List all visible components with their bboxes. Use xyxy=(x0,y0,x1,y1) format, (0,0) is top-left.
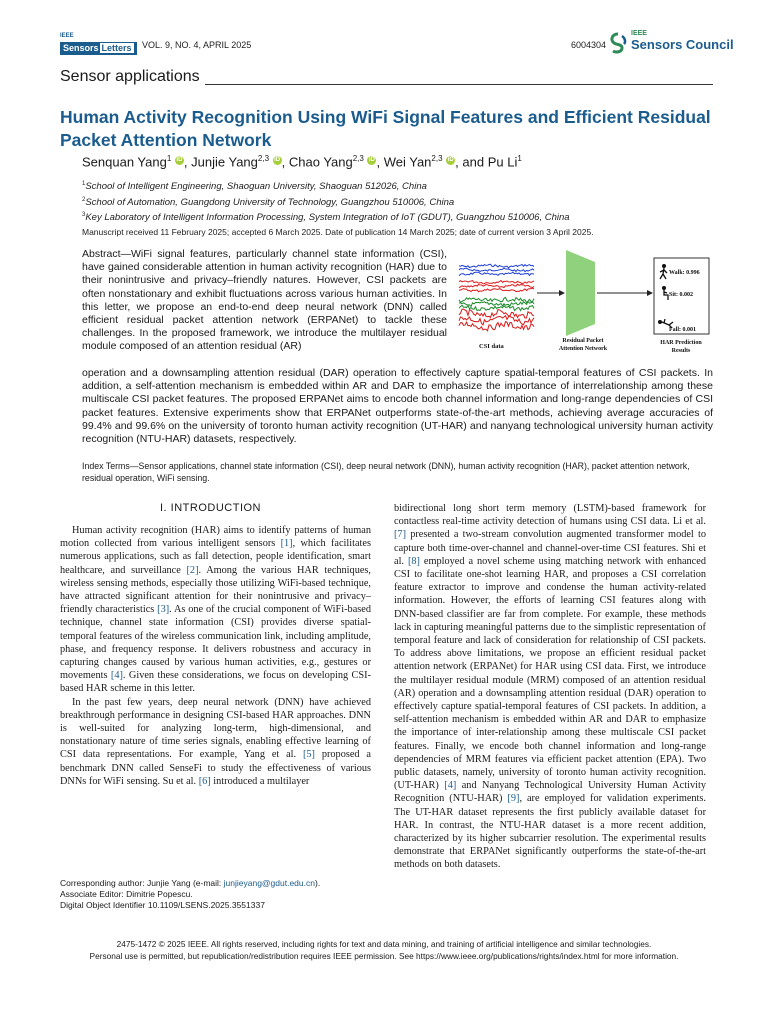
author-name: Pu Li xyxy=(487,154,518,170)
citation-link[interactable]: [4] xyxy=(444,780,457,792)
citation-link[interactable]: [5] xyxy=(302,749,315,761)
copyright-line-2: Personal use is permitted, but republication/redistribution requires IEEE permission. See https://www.ieee.org/publications/rights/index.html for more information. xyxy=(89,951,679,961)
orcid-icon[interactable]: iD xyxy=(368,157,375,164)
sit-score: Sit: 0.002 xyxy=(669,292,693,298)
csi-signal-trace xyxy=(459,268,534,272)
arrow-head-1 xyxy=(559,290,565,296)
index-terms: Index Terms—Sensor applications, channel state information (CSI), deep neural network (DNN), human activity recognition (HAR), packet attention network, residual operation, WiFi sensing. xyxy=(82,461,690,483)
copyright-line-1: 2475-1472 © 2025 IEEE. All rights reserved, including rights for text and data mining, and training of artificial intelligence and similar technologies. xyxy=(116,939,652,949)
fall-score: Fall: 0.001 xyxy=(669,327,696,333)
author-affiliation-marker: 2,3 xyxy=(431,154,443,163)
network-label-1: Residual Packet xyxy=(562,338,604,344)
author-affiliation-marker: 2,3 xyxy=(352,154,364,163)
affiliation-text: School of Automation, Guangdong University of Technology, Guangzhou 510006, China xyxy=(85,196,455,208)
csi-signal-trace xyxy=(459,272,534,276)
orcid-icon[interactable]: iD xyxy=(274,157,281,164)
paper-title: Human Activity Recognition Using WiFi Signal Features and Efficient Residual Packet Attention Network xyxy=(60,107,711,150)
affiliation-number: 3 xyxy=(82,212,86,219)
council-name: Sensors Council xyxy=(631,37,734,52)
network-trapezoid xyxy=(566,250,595,336)
author-email-link[interactable]: junjieyang@gdut.edu.cn xyxy=(223,878,315,888)
results-label-2: Results xyxy=(671,348,691,354)
journal-logo xyxy=(60,35,138,55)
csi-signal-plot xyxy=(459,264,534,331)
author-separator: , xyxy=(183,154,192,170)
sensors-council-logo xyxy=(608,30,734,56)
affiliations xyxy=(82,178,570,225)
csi-signal-trace xyxy=(459,284,534,288)
abstract-part-1: Abstract—WiFi signal features, particularly channel state information (CSI), have gained considerable attention in human activity recognition (HAR) due to their nonintrusive and privacy–friendly natures. However, CSI packets are often nonstationary and exhibit fluctuations across various human activities. In this letter, we propose an end-to-end deep neural network (DNN) called efficient residual packet attention network (ERPANet) to tackle these challenges. In the proposed framework, we introduce the multilayer residual module composed of an attention residual (AR) xyxy=(82,248,447,353)
citation-link[interactable]: [7] xyxy=(394,529,407,541)
affiliation-number: 2 xyxy=(82,196,86,203)
results-label-1: HAR Prediction xyxy=(660,340,702,346)
citation-link[interactable]: [1] xyxy=(280,538,293,550)
affiliation xyxy=(82,209,570,225)
section-rule xyxy=(205,84,713,85)
citation-link[interactable]: [8] xyxy=(407,555,420,567)
citation-link[interactable]: [4] xyxy=(110,670,123,682)
author-affiliation-marker: 1 xyxy=(166,154,172,163)
author-separator: , xyxy=(376,154,384,170)
corresponding-author: Corresponding author: Junjie Yang (e-mail: junjieyang@gdut.edu.cn). xyxy=(60,878,321,888)
footnote xyxy=(60,878,320,911)
affiliation-text: School of Intelligent Engineering, Shaoguan University, Shaoguan 512026, China xyxy=(85,181,427,193)
right-column-text xyxy=(394,502,706,872)
csi-signal-trace xyxy=(459,316,534,325)
affiliation xyxy=(82,178,570,194)
body-paragraph: bidirectional long short term memory (LSTM)-based framework for contactless real-time activity detection of humans using CSI data. Li et al. [7] presented a two-stream convolution augmented transformer model to capture both time-over-channel and channel-over-time CSI features. Shi et al. [8] employed a novel scheme using matching network with enhanced CSI to facilitate one-shot learning HAR, and proposes a CSI correlation feature extractor to improve and condense the human activity-related information. However, the efforts of learning CSI features along with DNN-based classifier are far from complete. For example, these methods lack in capturing meaningful patterns due to the simplistic representation of temporal feature and lack of consideration for relationship of CSI packets. To address above limitations, we propose an efficient residual packet attention network (ERPANet) for HAR using CSI data. First, we introduce the multilayer residual module (MRM) composed of an attention residual (AR) operation and a downsampling attention residual (DAR) operation to effectively capture spatial-temporal features of CSI packets. In addition, a self-attention mechanism is embedded within AR and DAR to emphasize the importance of inter-relationship among these multiscale CSI packet features. Finally, we encode both channel information and long-range dependencies of MRM features via efficient packet attention (EPA). Two public datasets, namely, university of toronto human activity recognition. (UT-HAR) [4] and Nanyang Technological University Human Activity Recognition (NTU-HAR) [9], are employed for validation experiments. The UT-HAR dataset represents the first publicly available dataset for HAR. In contrast, the NTU-HAR dataset is a more recent addition, characterized by its higher subcarrier resolution. The experimental results demonstrate that ERPANet significantly outperforms the state-of-the-art methods on both datasets. xyxy=(394,503,707,871)
left-column-text xyxy=(60,524,371,788)
volume-info: VOL. 9, NO. 4, APRIL 2025 xyxy=(142,40,252,50)
orcid-icon[interactable]: iD xyxy=(447,157,454,164)
csi-data-label: CSI data xyxy=(479,343,504,350)
journal-logo-ieee: IEEE xyxy=(60,33,74,39)
author-name: Senquan Yang xyxy=(82,154,167,170)
csi-signal-trace xyxy=(459,309,534,318)
csi-signal-trace xyxy=(459,322,534,331)
csi-signal-trace xyxy=(459,264,534,268)
introduction-heading: I. INTRODUCTION xyxy=(160,502,261,514)
author-separator: , xyxy=(281,154,289,170)
affiliation xyxy=(82,194,570,210)
citation-link[interactable]: [3] xyxy=(157,604,170,616)
orcid-icon[interactable]: iD xyxy=(176,157,183,164)
affiliation-text: Key Laboratory of Intelligent Information Processing, System Integration of IoT (GDUT), Guangzhou 510006, China xyxy=(85,212,570,224)
associate-editor: Associate Editor: Dimitrie Popescu. xyxy=(60,889,193,899)
council-ieee: IEEE xyxy=(631,30,647,37)
journal-logo-box xyxy=(60,42,137,55)
journal-logo-right: Letters xyxy=(101,43,132,53)
citation-link[interactable]: [9] xyxy=(507,793,520,805)
author-name: Junjie Yang xyxy=(191,154,258,170)
manuscript-dates: Manuscript received 11 February 2025; accepted 6 March 2025. Date of publication 14 March 2025; date of current version 3 April 2025. xyxy=(82,227,594,237)
page-number: 6004304 xyxy=(571,40,607,50)
section-heading: Sensor applications xyxy=(60,68,200,85)
copyright-notice xyxy=(60,938,708,962)
abstract-part-2: operation and a downsampling attention residual (DAR) operation to effectively capture spatial-temporal features of CSI packets. In addition, a self-attention mechanism is embedded within AR and DAR to emphasize the importance of interrelationship among these multiscale CSI packet features. The proposed ERPANet aims to encode both channel information and long-range dependencies of CSI packet features. Extensive experiments show that ERPANet outperforms state-of-the-art methods, achieving average accuracies of 99.4% and 99.6% on the university of toronto human activity recognition (UT-HAR) and nanyang technological university human activity recognition (NTU-HAR) datasets, respectively. xyxy=(82,367,713,446)
body-paragraph: Human activity recognition (HAR) aims to identify patterns of human motion collected from various intelligent sensors [1], which facilitates numerous applications, such as fall detection, people identification, smart healthcare, and surveillance [2]. Among the various HAR techniques, wireless sensing methods, especially those utilizing WiFi-based technique, have attracted significant attention for their nonintrusive and privacy–friendly characteristics [3]. As one of the crucial component of WiFi-based technique, channel state information (CSI) provides diverse spatial-temporal features of the wireless communication link, including amplitude, phase, and frequency response. It delivers robustness and accuracy in capturing changes caused by various human activities, e.g., gestures or movements [4]. Given these considerations, we focus on developing CSI-based HAR scheme in this letter. xyxy=(60,525,371,695)
csi-signal-trace xyxy=(459,298,534,303)
affiliation-number: 1 xyxy=(82,181,86,187)
body-paragraph: In the past few years, deep neural network (DNN) have achieved breakthrough performance in designing CSI-based HAR approaches. DNN is well-suited for analyzing long-term, high-dimensional, and nonstationary nature of time series signals, enabling effective learning of CSI data representations. For example, Yang et al. [5] proposed a benchmark DNN called SenseFi to study the effectiveness of various DNNs for WiFi sensing. Su et al. [6] introduced a multilayer xyxy=(60,696,371,787)
author-name: Chao Yang xyxy=(288,154,353,170)
arrow-head-2 xyxy=(647,290,653,296)
walk-score: Walk: 0.996 xyxy=(669,270,700,276)
csi-signal-trace xyxy=(459,288,534,292)
author-separator: , and xyxy=(455,154,488,170)
csi-signal-trace xyxy=(459,281,534,284)
council-swirl-icon xyxy=(608,32,628,54)
graphical-abstract-svg xyxy=(455,248,715,360)
doi: Digital Object Identifier 10.1109/LSENS.2025.3551337 xyxy=(60,900,265,910)
citation-link[interactable]: [2] xyxy=(186,564,199,576)
citation-link[interactable]: [6] xyxy=(198,775,211,787)
graphical-abstract-figure xyxy=(455,248,715,360)
author-affiliation-marker: 1 xyxy=(517,154,522,163)
author-list xyxy=(82,154,522,169)
journal-logo-left: Sensors xyxy=(63,43,99,53)
network-label-2: Attention Network xyxy=(558,346,608,352)
author-name: Wei Yan xyxy=(383,154,432,170)
author-affiliation-marker: 2,3 xyxy=(257,154,270,163)
csi-signal-trace xyxy=(459,302,534,307)
